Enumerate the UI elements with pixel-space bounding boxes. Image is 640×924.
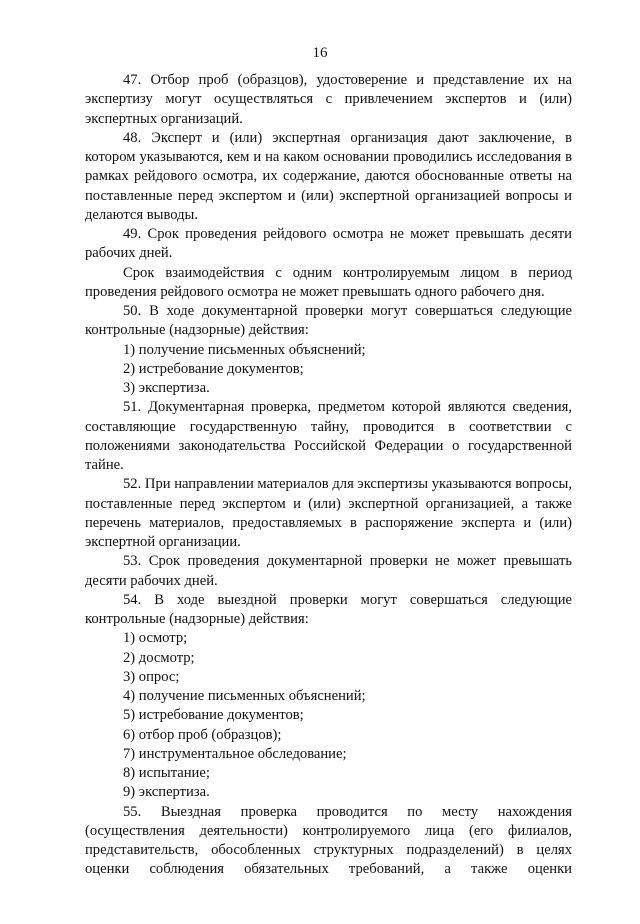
list-item: 4) получение письменных объяснений; <box>123 688 366 704</box>
list-item: 2) досмотр; <box>123 649 195 666</box>
paragraph: 54. В ходе выездной проверки могут совершаться следующие контрольные (надзорные) действия: <box>85 591 572 627</box>
paragraph: 55. Выездная проверка проводится по месту нахождения (осуществления деятельности) контролируемого лица (его филиалов, представительств, обособленных структурных подразделений) в целях оценки соблюдения обязательных требований, а также оценки <box>85 803 572 878</box>
list-item: 8) испытание; <box>123 765 210 781</box>
paragraph: 48. Эксперт и (или) экспертная организация дают заключение, в котором указываются, кем и на каком основании проводились исследования в рамках рейдового осмотра, их содержание, даются обоснованные ответы на поставленные перед экспертом и (или) экспертной организацией вопросы и делаются выводы. <box>85 129 572 223</box>
list-item: 7) инструментальное обследование; <box>123 745 347 762</box>
list-item: 2) истребование документов; <box>123 360 304 377</box>
page-number: 16 <box>312 45 328 61</box>
list-item: 9) экспертиза. <box>123 784 210 801</box>
paragraph: 51. Документарная проверка, предметом которой являются сведения, составляющие государственную тайну, проводится в соответствии с положениями законодательства Российской Федерации о государственной тайне. <box>85 399 572 473</box>
list-item: 6) отбор проб (образцов); <box>123 726 282 743</box>
paragraph: 53. Срок проведения документарной проверки не может превышать десяти рабочих дней. <box>85 553 572 589</box>
list-item: 5) истребование документов; <box>123 707 304 724</box>
paragraph: 50. В ходе документарной проверки могут совершаться следующие контрольные (надзорные) действия: <box>85 303 572 339</box>
paragraph: 49. Срок проведения рейдового осмотра не может превышать десяти рабочих дней. <box>85 226 572 262</box>
list-item: 3) экспертиза. <box>123 380 210 396</box>
list-item: 1) осмотр; <box>123 630 188 647</box>
paragraph: Срок взаимодействия с одним контролируемым лицом в период проведения рейдового осмотра не может превышать одного рабочего дня. <box>85 264 572 300</box>
paragraph: 47. Отбор проб (образцов), удостоверение и представление их на экспертизу могут осуществляться с привлечением экспертов и (или) экспертных организаций. <box>85 72 572 127</box>
list-item: 3) опрос; <box>123 668 180 685</box>
document-body <box>85 71 572 880</box>
list-item: 1) получение письменных объяснений; <box>123 341 366 358</box>
paragraph: 52. При направлении материалов для экспертизы указываются вопросы, поставленные перед экспертом и (или) экспертной организацией, а также перечень материалов, предоставляемых в распоряжение эксперта и (или) экспертной организации. <box>85 476 572 550</box>
